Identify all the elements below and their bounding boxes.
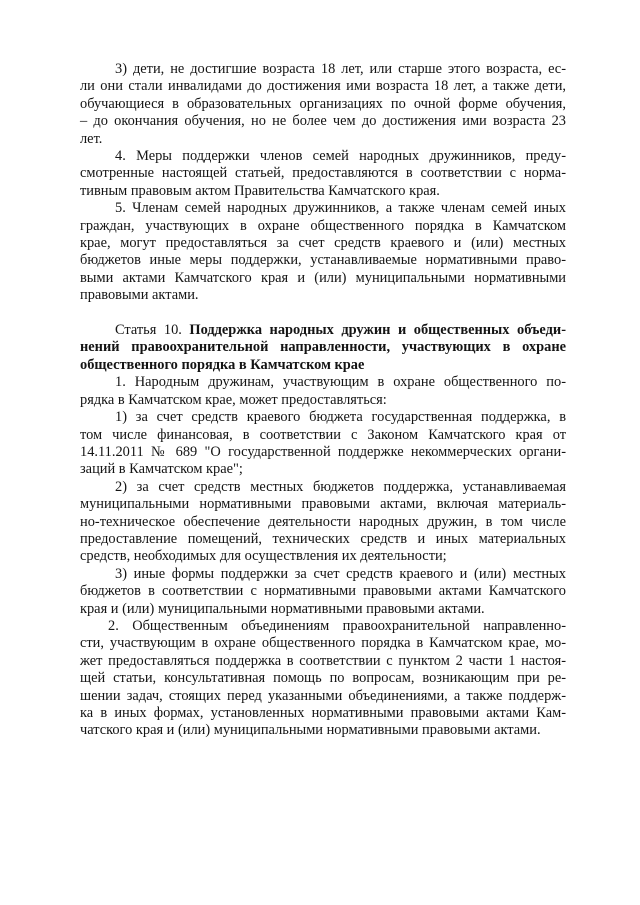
article-title: Поддержка народных дружин и общественных объеди- bbox=[189, 322, 566, 339]
paragraph-line: но-техническое обеспечение деятельности народных дружин, в том числе bbox=[80, 513, 566, 530]
paragraph-line: ли они стали инвалидами до достижения ими возраста 18 лет, а также дети, bbox=[80, 78, 566, 95]
paragraph-line: тивным правовым актом Правительства Камчатского края. bbox=[80, 182, 440, 199]
paragraph-line: 5. Членам семей народных дружинников, а также членам семей иных bbox=[115, 200, 566, 217]
article-title: нений правоохранительной направленности, участвующих в охране bbox=[80, 339, 566, 356]
article-part-1 bbox=[80, 374, 566, 409]
article-subitem-3 bbox=[80, 566, 566, 618]
document-body bbox=[80, 61, 566, 740]
article-heading-line bbox=[80, 322, 566, 339]
article-subitem-1 bbox=[80, 409, 566, 479]
paragraph-line: лет. bbox=[80, 130, 103, 147]
article-title: общественного порядка в Камчатском крае bbox=[80, 356, 365, 373]
blank-line bbox=[80, 305, 566, 322]
paragraph-line: смотренные настоящей статьей, предоставляются в соответствии с норма- bbox=[80, 165, 566, 182]
paragraph-item-5 bbox=[80, 200, 566, 304]
paragraph-line: 3) дети, не достигшие возраста 18 лет, или старше этого возраста, ес- bbox=[115, 61, 566, 77]
paragraph-line: средств, необходимых для осуществления их деятельности; bbox=[80, 548, 447, 565]
paragraph-line: сти, участвующим в охране общественного порядка в Камчатском крае, мо- bbox=[80, 635, 566, 652]
paragraph-line: 1. Народным дружинам, участвующим в охране общественного по- bbox=[115, 374, 566, 391]
article-part-2 bbox=[80, 618, 566, 740]
paragraph-item-3 bbox=[80, 61, 566, 148]
paragraph-item-4 bbox=[80, 148, 566, 200]
paragraph-line: ка в иных формах, установленных нормативными правовыми актами Кам- bbox=[80, 705, 566, 722]
article-subitem-2 bbox=[80, 479, 566, 566]
paragraph-line: 3) иные формы поддержки за счет средств краевого и (или) местных bbox=[115, 565, 566, 582]
paragraph-line: 1) за счет средств краевого бюджета государственная поддержка, в bbox=[115, 409, 566, 426]
paragraph-line: 4. Меры поддержки членов семей народных дружинников, преду- bbox=[115, 148, 566, 165]
paragraph-line: заций в Камчатском крае"; bbox=[80, 461, 243, 478]
paragraph-line: шении задач, стоящих перед указанными объединениями, а также поддерж- bbox=[80, 687, 566, 704]
article-heading bbox=[80, 322, 566, 374]
paragraph-line: бюджетов иные меры поддержки, устанавливаемые нормативными право- bbox=[80, 252, 566, 269]
paragraph-line: выми актами Камчатского края и (или) муниципальными нормативными bbox=[80, 269, 566, 286]
paragraph-line: края и (или) муниципальными нормативными правовыми актами. bbox=[80, 600, 485, 617]
paragraph-line: правовыми актами. bbox=[80, 287, 199, 304]
paragraph-line: 2) за счет средств местных бюджетов поддержка, устанавливаемая bbox=[115, 478, 566, 495]
paragraph-line: граждан, участвующих в охране общественного порядка в Камчатском bbox=[80, 217, 566, 234]
paragraph-line: 2. Общественным объединениям правоохранительной направленно- bbox=[108, 617, 566, 634]
paragraph-line: крае, могут предоставляться за счет средств краевого и (или) местных bbox=[80, 235, 566, 252]
paragraph-line: 14.11.2011 № 689 "О государственной поддержке некоммерческих органи- bbox=[80, 443, 566, 460]
article-number: Статья 10. bbox=[115, 322, 182, 339]
paragraph-line: рядка в Камчатском крае, может предоставляться: bbox=[80, 391, 387, 408]
paragraph-line: чатского края и (или) муниципальными нормативными правовыми актами. bbox=[80, 722, 541, 739]
paragraph-line: щей статьи, консультативная помощь по вопросам, возникающим при ре- bbox=[80, 670, 566, 687]
paragraph-line: жет предоставляться поддержка в соответствии с пунктом 2 части 1 настоя- bbox=[80, 652, 566, 669]
paragraph-line: муниципальными нормативными правовыми актами, включая материаль- bbox=[80, 496, 566, 513]
paragraph-line: – до окончания обучения, но не более чем до достижения ими возраста 23 bbox=[80, 113, 566, 130]
paragraph-line: том числе финансовая, в соответствии с Законом Камчатского края от bbox=[80, 426, 566, 443]
paragraph-line: предоставление помещений, технических средств и иных материальных bbox=[80, 530, 566, 547]
paragraph-line: бюджетов в соответствии с нормативными правовыми актами Камчатского bbox=[80, 583, 566, 600]
paragraph-line: обучающиеся в образовательных организациях по очной форме обучения, bbox=[80, 95, 566, 112]
